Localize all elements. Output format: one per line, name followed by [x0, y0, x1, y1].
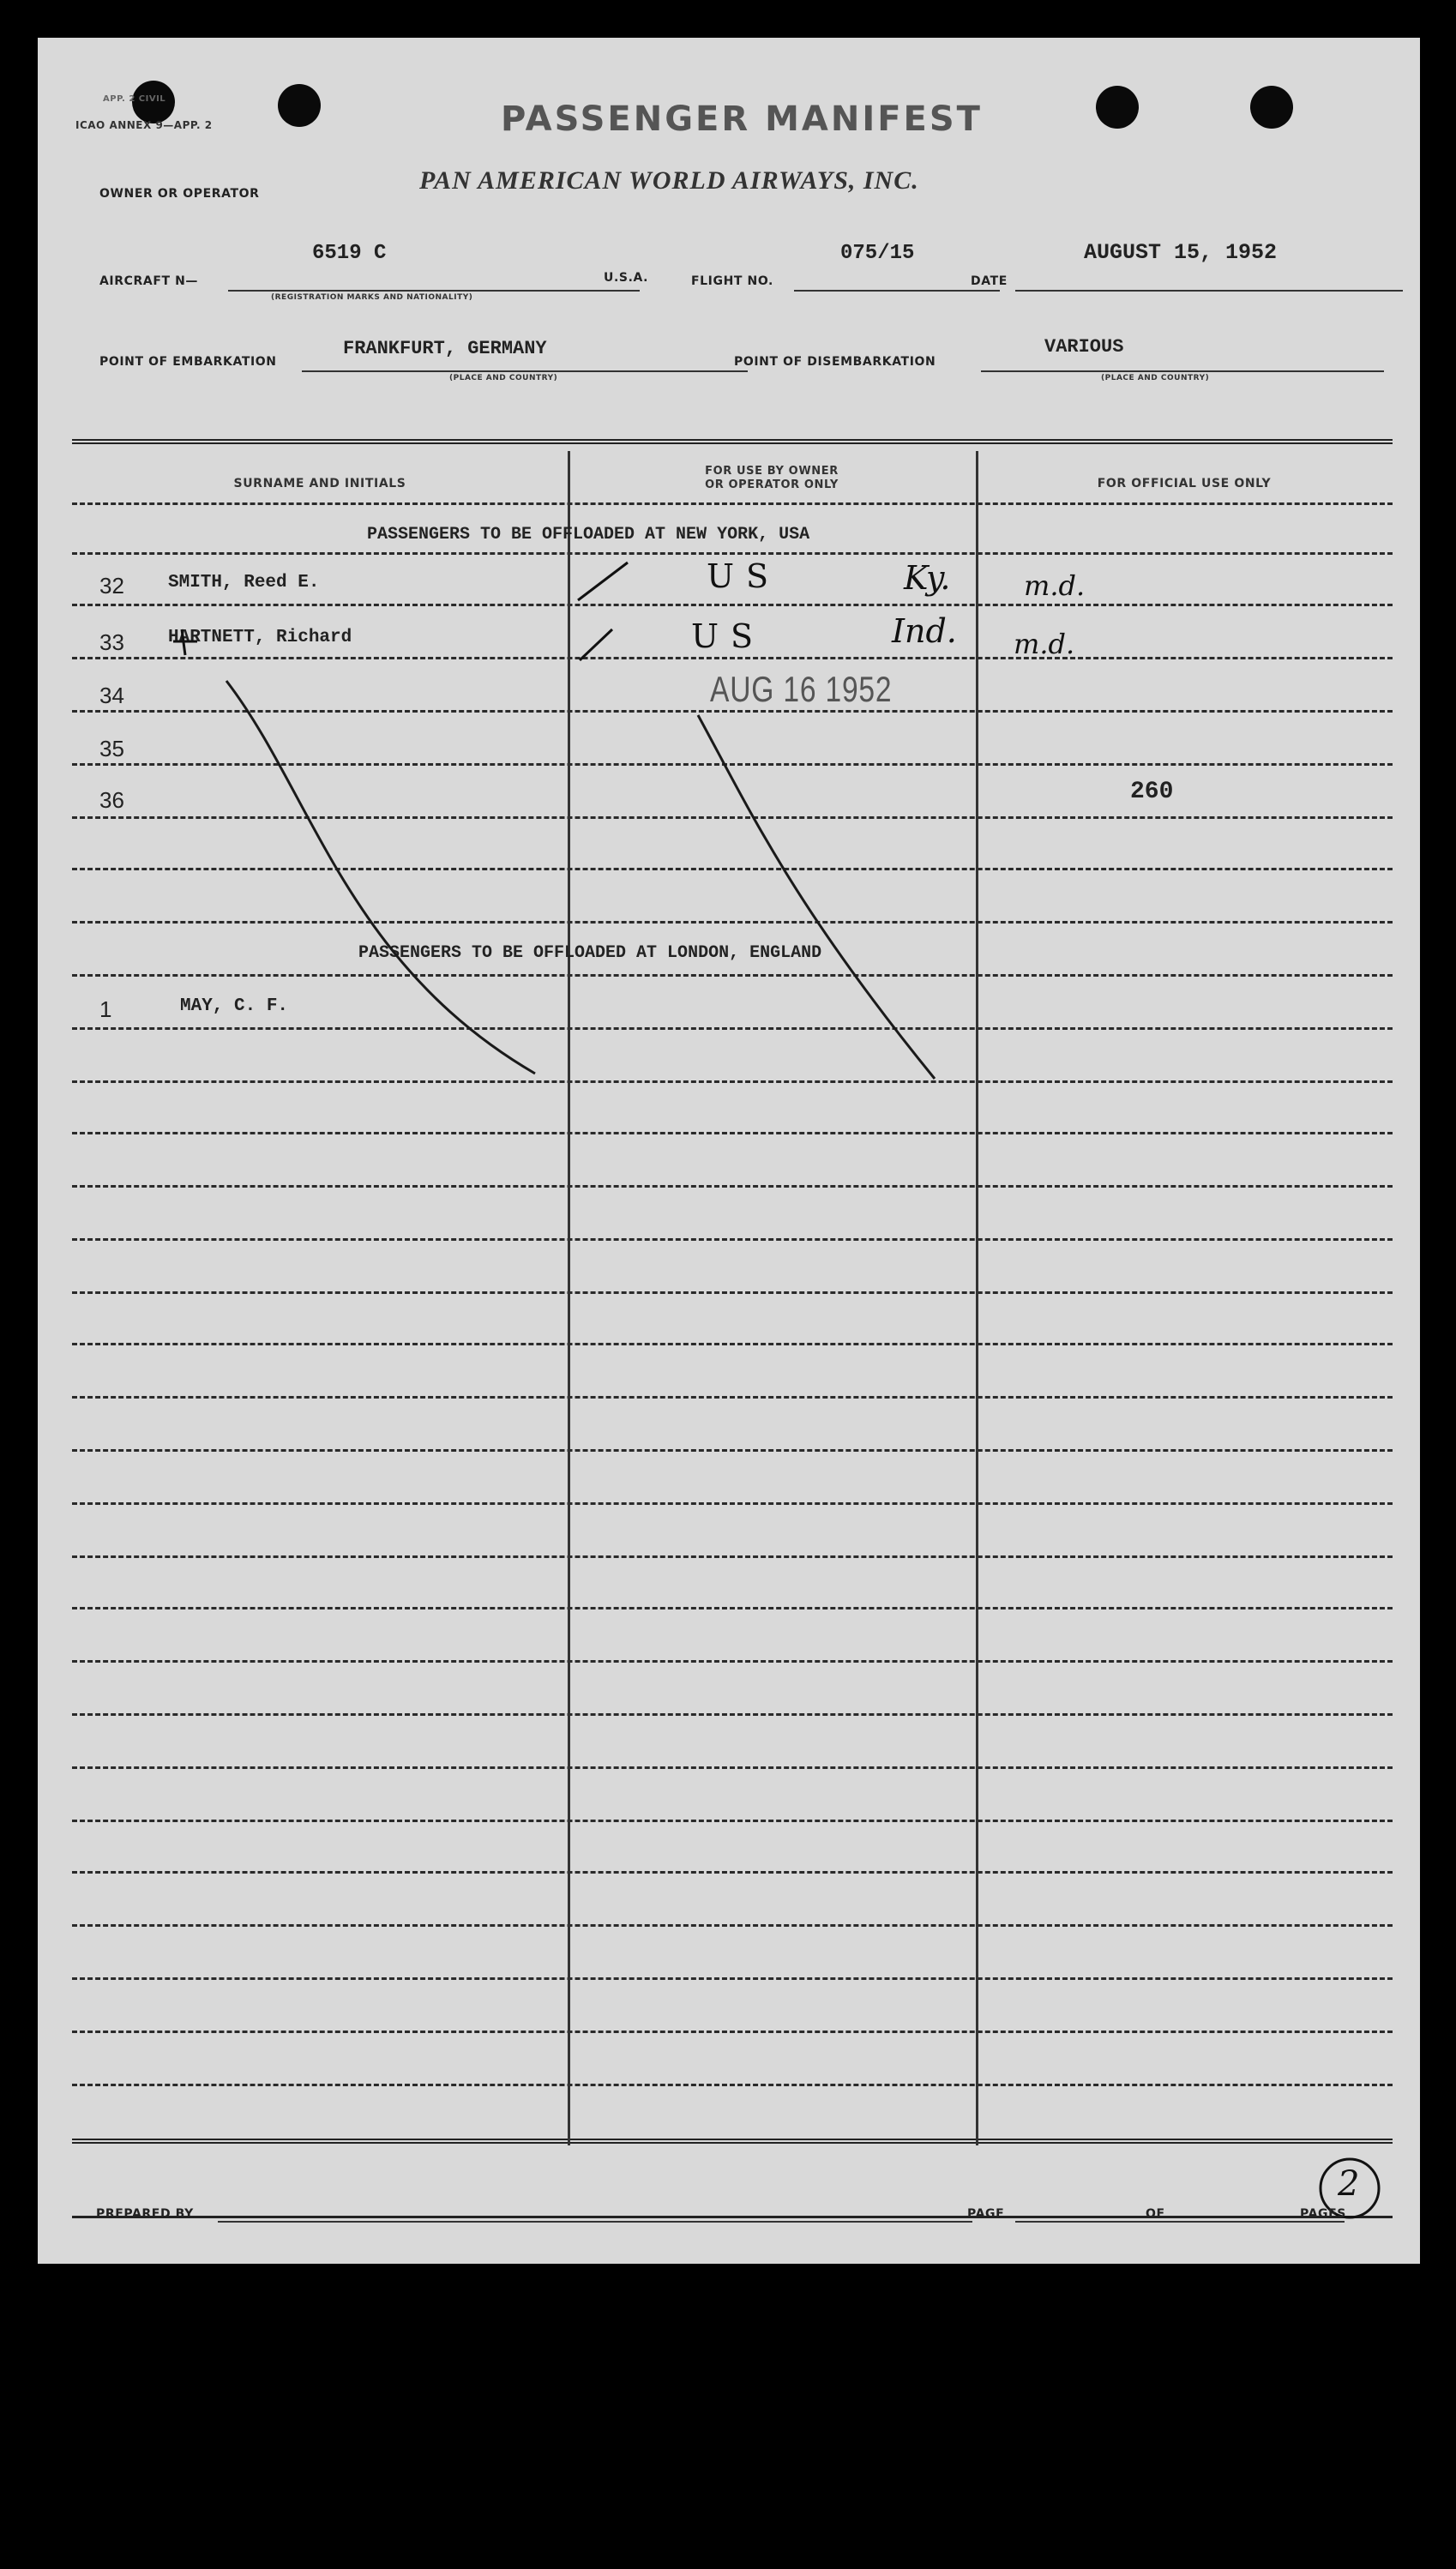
- flight-number: 075/15: [840, 242, 915, 265]
- official-number: 260: [1130, 779, 1174, 805]
- check-mark: [578, 563, 628, 600]
- official-note: m.d.: [1024, 569, 1086, 602]
- form-reference: ICAO ANNEX 9—APP. 2: [75, 119, 213, 131]
- embarkation-label: POINT OF EMBARKATION: [99, 355, 277, 369]
- correction-stroke: [173, 629, 197, 655]
- owner-name: PAN AMERICAN WORLD AIRWAYS, INC.: [419, 166, 919, 195]
- disembarkation-caption: (PLACE AND COUNTRY): [1101, 374, 1210, 382]
- row-number: 32: [99, 573, 124, 599]
- column-official-use: FOR OFFICIAL USE ONLY: [1097, 477, 1272, 490]
- row-number: 33: [99, 629, 124, 655]
- owner-label: OWNER OR OPERATOR: [99, 187, 260, 201]
- prepared-by-label: PREPARED BY: [96, 2207, 194, 2221]
- check-mark: [580, 629, 612, 660]
- date-stamp: AUG 16 1952: [710, 669, 893, 709]
- page-title: PASSENGER MANIFEST: [501, 99, 983, 139]
- column-owner-use-line1: FOR USE BY OWNER: [705, 465, 839, 478]
- disembarkation-label: POINT OF DISEMBARKATION: [734, 355, 936, 369]
- owner-note: US: [707, 557, 781, 595]
- state-note: Ind.: [892, 612, 957, 650]
- column-surname: SURNAME AND INITIALS: [233, 477, 406, 490]
- embarkation-point: FRANKFURT, GERMANY: [343, 338, 547, 359]
- passenger-name: HARTNETT, Richard: [168, 628, 352, 647]
- passenger-name: SMITH, Reed E.: [168, 573, 320, 593]
- form-reference-top: APP. 2 CIVIL: [103, 94, 166, 104]
- row-number: 36: [99, 787, 124, 813]
- row-number: 35: [99, 736, 124, 761]
- owner-note: US: [691, 617, 766, 655]
- manifest-sheet: [38, 38, 1420, 2264]
- embarkation-caption: (PLACE AND COUNTRY): [449, 374, 558, 382]
- official-note: m.d.: [1014, 628, 1075, 660]
- pages-label: PAGES: [1300, 2207, 1346, 2221]
- page-label: PAGE: [967, 2207, 1005, 2221]
- section-heading-new-york: PASSENGERS TO BE OFFLOADED AT NEW YORK, USA: [367, 525, 810, 544]
- state-note: Ky.: [904, 559, 951, 597]
- column-owner-use-line2: OR OPERATOR ONLY: [705, 478, 839, 491]
- registration-caption: (REGISTRATION MARKS AND NATIONALITY): [271, 293, 473, 302]
- page-mark: 2: [1338, 2164, 1360, 2204]
- aircraft-label: AIRCRAFT N—: [99, 274, 199, 288]
- aircraft-number: 6519 C: [312, 242, 387, 265]
- flight-date: AUGUST 15, 1952: [1084, 240, 1278, 265]
- disembarkation-point: VARIOUS: [1044, 336, 1124, 358]
- row-number: 1: [99, 996, 112, 1022]
- flight-label: FLIGHT NO.: [691, 274, 773, 288]
- date-label: DATE: [971, 274, 1008, 288]
- of-label: OF: [1146, 2207, 1165, 2221]
- nationality: U.S.A.: [604, 271, 649, 285]
- strike-through-stroke: [226, 681, 535, 1074]
- section-heading-london: PASSENGERS TO BE OFFLOADED AT LONDON, ENGLAND: [358, 943, 822, 963]
- pen-marks: [38, 38, 1420, 2264]
- strike-through-stroke: [698, 715, 935, 1079]
- passenger-name: MAY, C. F.: [180, 996, 289, 1016]
- row-number: 34: [99, 683, 124, 708]
